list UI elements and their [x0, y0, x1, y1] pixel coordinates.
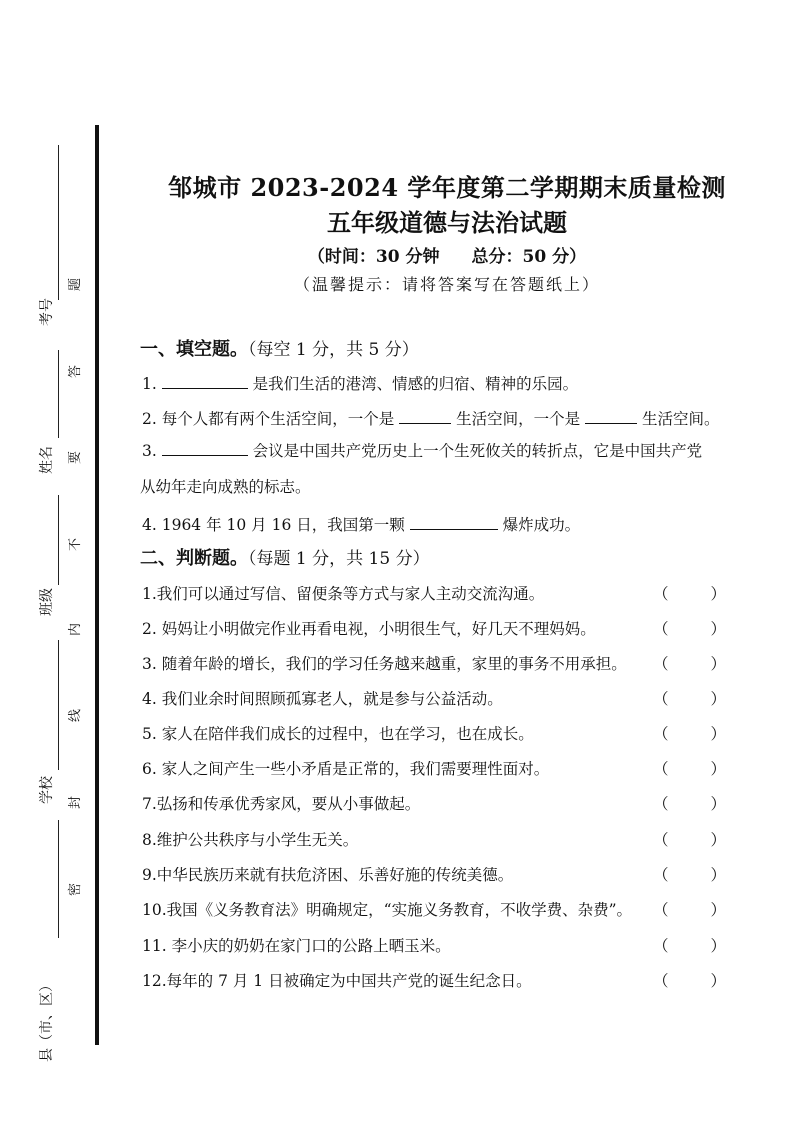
fill-question-3: [142, 433, 737, 505]
paren-left: （: [652, 690, 669, 708]
section1-note: （每空 1 分，共 5 分）: [248, 340, 419, 360]
paren-right: ）: [710, 972, 726, 990]
section2-note: （每题 1 分，共 15 分）: [248, 549, 430, 569]
paren-left: （: [652, 795, 669, 813]
paren-left: （: [652, 831, 669, 849]
question-text: 爆炸成功。: [502, 516, 581, 534]
answer-parens[interactable]: [653, 792, 726, 814]
judge-question: 10.我国《义务教育法》明确规定，“实施义务教育，不收学费、杂费”。: [142, 901, 633, 919]
paren-left: （: [652, 760, 669, 778]
section2-title: 二、判断题。: [140, 548, 248, 569]
paren-left: （: [652, 937, 669, 955]
paren-left: （: [652, 620, 669, 638]
paren-right: ）: [710, 937, 726, 955]
exam-time-score: [100, 242, 794, 267]
seal-char: 答: [68, 364, 84, 379]
judge-question: 6. 家人之间产生一些小矛盾是正常的，我们需要理性面对。: [142, 760, 550, 778]
paren-left: （: [652, 972, 669, 990]
seal-char: 内: [68, 622, 84, 637]
school-line: [58, 640, 59, 770]
fill-question-1: [142, 372, 578, 394]
paren-right: ）: [710, 725, 726, 743]
answer-parens[interactable]: [653, 757, 726, 779]
answer-parens[interactable]: [653, 687, 726, 709]
exam-time: （时间：30 分钟: [307, 247, 440, 267]
seal-char: 不: [68, 537, 84, 552]
judge-question: 2. 妈妈让小明做完作业再看电视，小明很生气，好几天不理妈妈。: [142, 620, 596, 638]
section1-title: 一、填空题。: [140, 339, 248, 360]
paren-left: （: [652, 725, 669, 743]
answer-parens[interactable]: [653, 969, 726, 991]
exam-score: 总分：50 分）: [471, 247, 587, 267]
exam-title: 邹城市 2023-2024 学年度第二学期期末质量检测: [168, 173, 726, 202]
answer-parens[interactable]: [653, 898, 726, 920]
fill-question-4: [142, 513, 580, 535]
paren-left: （: [652, 866, 669, 884]
seal-char: 题: [68, 277, 84, 292]
judge-question: 1.我们可以通过写信、留便条等方式与家人主动交流沟通。: [142, 585, 545, 603]
judge-question: 8.维护公共秩序与小学生无关。: [142, 831, 359, 849]
seal-char: 线: [68, 708, 84, 723]
paren-right: ）: [710, 831, 726, 849]
section2-heading: [140, 544, 430, 570]
county-line: [58, 820, 59, 938]
judge-question: 11. 李小庆的奶奶在家门口的公路上晒玉米。: [142, 937, 451, 955]
exam-number-line: [58, 145, 59, 300]
answer-parens[interactable]: [653, 722, 726, 744]
answer-parens[interactable]: [653, 863, 726, 885]
answer-blank[interactable]: [585, 409, 637, 424]
name-line: [58, 350, 59, 438]
exam-subtitle: 五年级道德与法治试题: [327, 208, 567, 237]
question-text: 2. 每个人都有两个生活空间，一个是: [142, 410, 395, 428]
answer-blank[interactable]: [162, 374, 248, 389]
paren-right: ）: [710, 585, 726, 603]
answer-blank[interactable]: [162, 441, 248, 456]
answer-blank[interactable]: [399, 409, 451, 424]
paren-right: ）: [710, 690, 726, 708]
paren-right: ）: [710, 620, 726, 638]
paren-right: ）: [710, 795, 726, 813]
question-number: 3.: [142, 442, 157, 460]
exam-number-label: 考号: [39, 298, 55, 326]
judge-question: 7.弘扬和传承优秀家风，要从小事做起。: [142, 795, 421, 813]
answer-blank[interactable]: [410, 515, 498, 530]
answer-tip: （温馨提示：请将答案写在答题纸上）: [293, 275, 600, 294]
question-text: 从幼年走向成熟的标志。: [140, 478, 311, 496]
answer-parens[interactable]: [653, 617, 726, 639]
seal-char: 密: [68, 882, 84, 897]
paren-right: ）: [710, 655, 726, 673]
question-text: 生活空间，一个是: [456, 410, 581, 428]
paren-left: （: [652, 655, 669, 673]
answer-parens[interactable]: [653, 652, 726, 674]
seal-char: 要: [68, 450, 84, 465]
judge-question: 5. 家人在陪伴我们成长的过程中，也在学习，也在成长。: [142, 725, 534, 743]
paren-right: ）: [710, 760, 726, 778]
fill-question-2: [142, 407, 720, 429]
question-text: 会议是中国共产党历史上一个生死攸关的转折点，它是中国共产党: [252, 442, 703, 460]
question-text: 4. 1964 年 10 月 16 日，我国第一颗: [142, 516, 405, 534]
judge-question: 9.中华民族历来就有扶危济困、乐善好施的传统美德。: [142, 866, 514, 884]
question-text: 是我们生活的港湾、情感的归宿、精神的乐园。: [252, 375, 579, 393]
paren-right: ）: [710, 901, 726, 919]
section1-heading: [140, 335, 419, 361]
answer-parens[interactable]: [653, 934, 726, 956]
judge-question: 12.每年的 7 月 1 日被确定为中国共产党的诞生纪念日。: [142, 972, 532, 990]
binding-line: [95, 125, 99, 1045]
class-line: [58, 495, 59, 585]
paren-right: ）: [710, 866, 726, 884]
name-label: 姓名: [39, 446, 55, 474]
binding-margin: [0, 0, 100, 1122]
answer-parens[interactable]: [653, 828, 726, 850]
paren-left: （: [652, 585, 669, 603]
question-text: 生活空间。: [641, 410, 720, 428]
county-label: 县（市、区）: [39, 978, 55, 1062]
school-label: 学校: [39, 776, 55, 804]
paren-left: （: [652, 901, 669, 919]
judge-question: 4. 我们业余时间照顾孤寡老人，就是参与公益活动。: [142, 690, 503, 708]
class-label: 班级: [39, 588, 55, 616]
seal-char: 封: [68, 795, 84, 810]
question-number: 1.: [142, 375, 157, 393]
judge-question: 3. 随着年龄的增长，我们的学习任务越来越重，家里的事务不用承担。: [142, 655, 627, 673]
answer-parens[interactable]: [653, 582, 726, 604]
